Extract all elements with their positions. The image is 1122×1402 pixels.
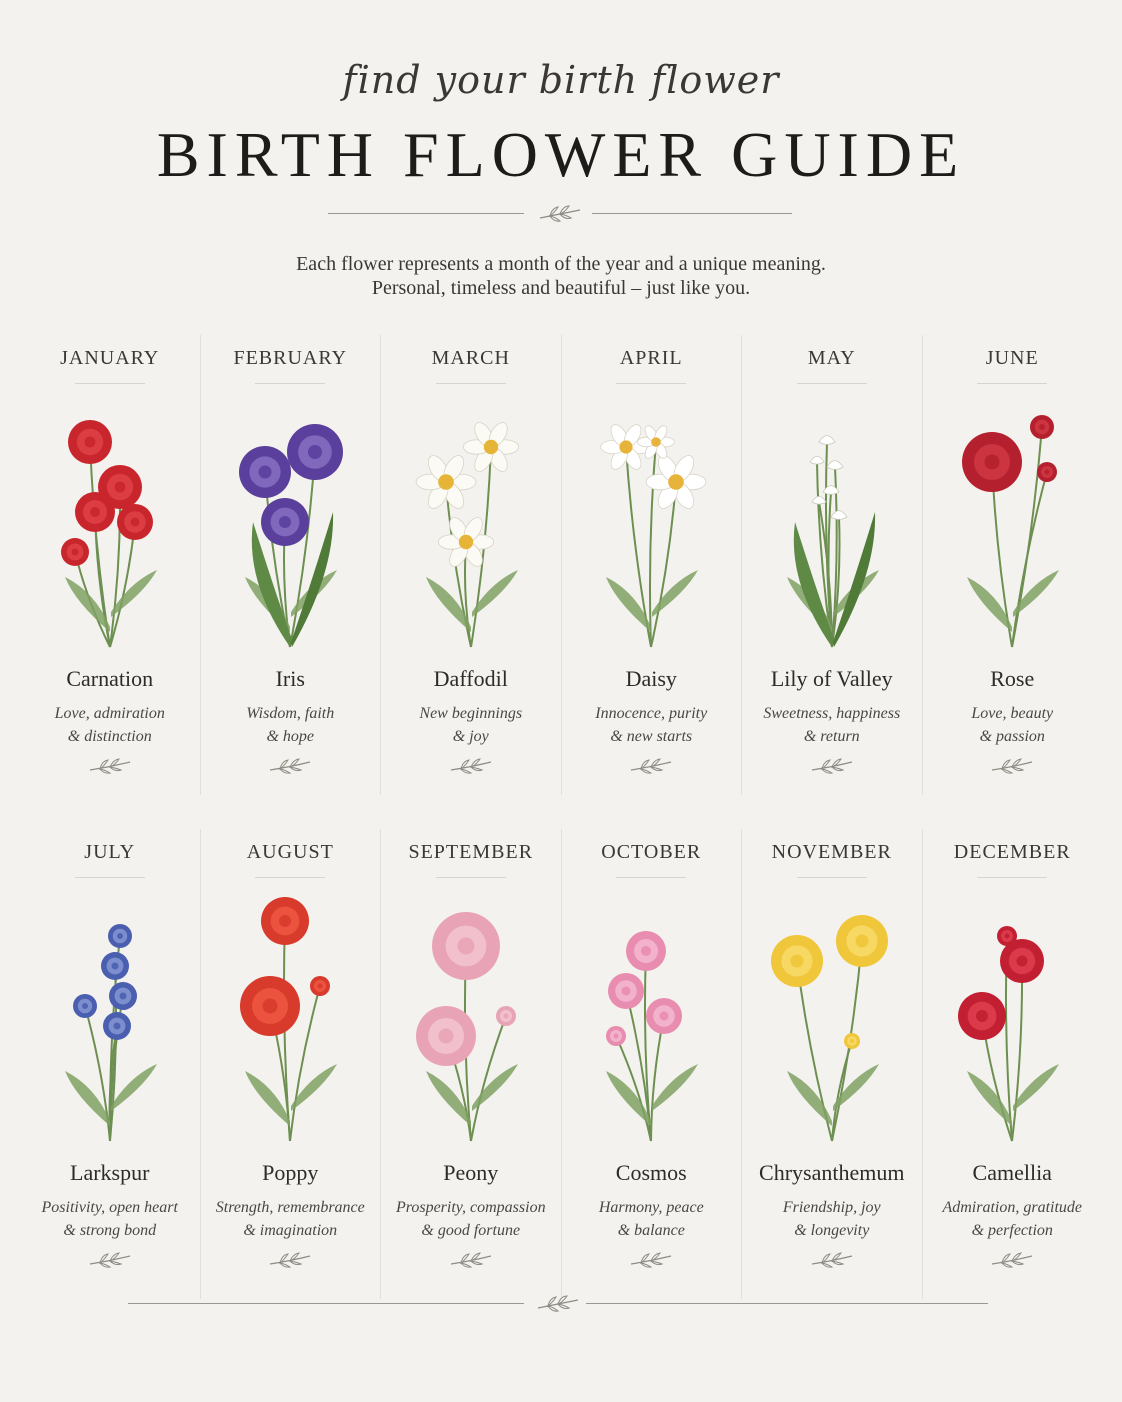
poppy-icon — [215, 896, 365, 1146]
sprig-icon — [447, 758, 495, 774]
month-rule — [616, 877, 686, 878]
flower-meaning — [562, 702, 742, 748]
daffodil-icon — [396, 402, 546, 652]
meaning-line-2: & strong bond — [63, 1222, 157, 1239]
sprig-icon — [534, 1294, 582, 1314]
meaning-line-1: Sweetness, happiness — [763, 705, 901, 722]
lily-of-valley-icon — [757, 402, 907, 652]
month-card-june — [922, 335, 1103, 795]
sprig-icon — [988, 1252, 1036, 1268]
flower-meaning — [201, 1196, 381, 1242]
meaning-line-1: Innocence, purity — [595, 705, 708, 722]
month-rule — [977, 383, 1047, 384]
month-rule — [436, 877, 506, 878]
flower-meaning — [742, 1196, 922, 1242]
flower-meaning — [20, 702, 200, 748]
meaning-line-1: New beginnings — [419, 705, 523, 722]
script-title: find your birth flower — [342, 58, 780, 102]
month-label: OCTOBER — [601, 841, 702, 863]
subtitle — [0, 252, 1122, 300]
meaning-line-1: Admiration, gratitude — [942, 1199, 1083, 1216]
flower-meaning — [923, 1196, 1103, 1242]
month-rule — [436, 383, 506, 384]
flower-name: Carnation — [66, 666, 154, 691]
flower-meaning — [742, 702, 922, 748]
sprig-icon — [86, 758, 134, 774]
meaning-line-1: Harmony, peace — [598, 1199, 704, 1216]
month-rule — [75, 877, 145, 878]
larkspur-icon — [35, 896, 185, 1146]
flower-row-2 — [20, 829, 1102, 1299]
month-rule — [75, 383, 145, 384]
flower-name: Camellia — [972, 1160, 1052, 1185]
flower-name: Cosmos — [615, 1160, 687, 1185]
flower-name: Larkspur — [70, 1160, 150, 1185]
meaning-line-1: Prosperity, compassion — [395, 1199, 546, 1216]
month-label: JUNE — [985, 347, 1039, 369]
month-card-march — [380, 335, 561, 795]
meaning-line-1: Love, admiration — [54, 705, 165, 722]
subtitle-line-2: Personal, timeless and beautiful – just like you. — [371, 277, 751, 299]
cosmos-icon — [576, 896, 726, 1146]
month-label: SEPTEMBER — [408, 841, 534, 863]
flower-meaning — [381, 1196, 561, 1242]
flower-name: Poppy — [262, 1160, 319, 1185]
month-card-april — [561, 335, 742, 795]
meaning-line-2: & joy — [452, 728, 489, 745]
flower-name: Rose — [990, 666, 1035, 691]
meaning-line-2: & balance — [617, 1222, 685, 1239]
month-label: JANUARY — [60, 347, 160, 369]
meaning-line-2: & distinction — [67, 728, 152, 745]
camellia-icon — [937, 896, 1087, 1146]
flower-name: Chrysanthemum — [759, 1160, 905, 1185]
flower-name: Lily of Valley — [770, 666, 893, 691]
meaning-line-1: Wisdom, faith — [246, 705, 335, 722]
flower-name: Iris — [275, 666, 305, 691]
daisy-icon — [576, 402, 726, 652]
meaning-line-2: & return — [803, 728, 860, 745]
sprig-icon — [266, 758, 314, 774]
meaning-line-2: & perfection — [971, 1222, 1053, 1239]
month-label: MARCH — [431, 347, 510, 369]
meaning-line-1: Love, beauty — [971, 705, 1054, 722]
month-label: NOVEMBER — [771, 841, 892, 863]
sprig-icon — [988, 758, 1036, 774]
meaning-line-2: & good fortune — [421, 1222, 521, 1239]
sprig-icon — [808, 1252, 856, 1268]
subtitle-line-1: Each flower represents a month of the year and a unique meaning. — [296, 253, 826, 275]
month-label: MAY — [807, 347, 856, 369]
month-card-august — [200, 829, 381, 1299]
month-card-july — [20, 829, 200, 1299]
flower-meaning — [562, 1196, 742, 1242]
top-divider — [328, 204, 792, 224]
sprig-icon — [266, 1252, 314, 1268]
meaning-line-1: Positivity, open heart — [41, 1199, 178, 1216]
iris-icon — [215, 402, 365, 652]
meaning-line-1: Strength, remembrance — [215, 1199, 365, 1216]
chrysanthemum-icon — [757, 896, 907, 1146]
sprig-icon — [86, 1252, 134, 1268]
flower-name: Daffodil — [433, 666, 508, 691]
sprig-icon — [808, 758, 856, 774]
month-card-september — [380, 829, 561, 1299]
month-label: FEBRUARY — [233, 347, 348, 369]
month-rule — [616, 383, 686, 384]
flower-meaning — [201, 702, 381, 748]
meaning-line-2: & hope — [266, 728, 315, 745]
meaning-line-1: Friendship, joy — [782, 1199, 881, 1216]
flower-row-1 — [20, 335, 1102, 795]
meaning-line-2: & imagination — [243, 1222, 338, 1239]
flower-meaning — [20, 1196, 200, 1242]
meaning-line-2: & new starts — [610, 728, 693, 745]
peony-icon — [396, 896, 546, 1146]
month-card-november — [741, 829, 922, 1299]
meaning-line-2: & longevity — [794, 1222, 870, 1239]
month-rule — [977, 877, 1047, 878]
month-card-october — [561, 829, 742, 1299]
flower-grid — [20, 335, 1102, 1299]
month-label: AUGUST — [246, 841, 334, 863]
sprig-icon — [536, 204, 584, 224]
flower-name: Daisy — [625, 666, 677, 691]
month-label: JULY — [84, 841, 136, 863]
flower-meaning — [923, 702, 1103, 748]
sprig-icon — [447, 1252, 495, 1268]
sprig-icon — [627, 1252, 675, 1268]
sprig-icon — [627, 758, 675, 774]
month-card-december — [922, 829, 1103, 1299]
month-card-may — [741, 335, 922, 795]
flower-meaning — [381, 702, 561, 748]
month-rule — [797, 383, 867, 384]
month-card-january — [20, 335, 200, 795]
page-title: BIRTH FLOWER GUIDE — [156, 119, 966, 190]
month-label: APRIL — [619, 347, 683, 369]
rose-icon — [937, 402, 1087, 652]
month-rule — [255, 877, 325, 878]
meaning-line-2: & passion — [979, 728, 1045, 745]
carnation-icon — [35, 402, 185, 652]
month-rule — [255, 383, 325, 384]
flower-name: Peony — [443, 1160, 499, 1185]
month-card-february — [200, 335, 381, 795]
month-rule — [797, 877, 867, 878]
month-label: DECEMBER — [953, 841, 1071, 863]
bottom-divider — [128, 1294, 988, 1314]
